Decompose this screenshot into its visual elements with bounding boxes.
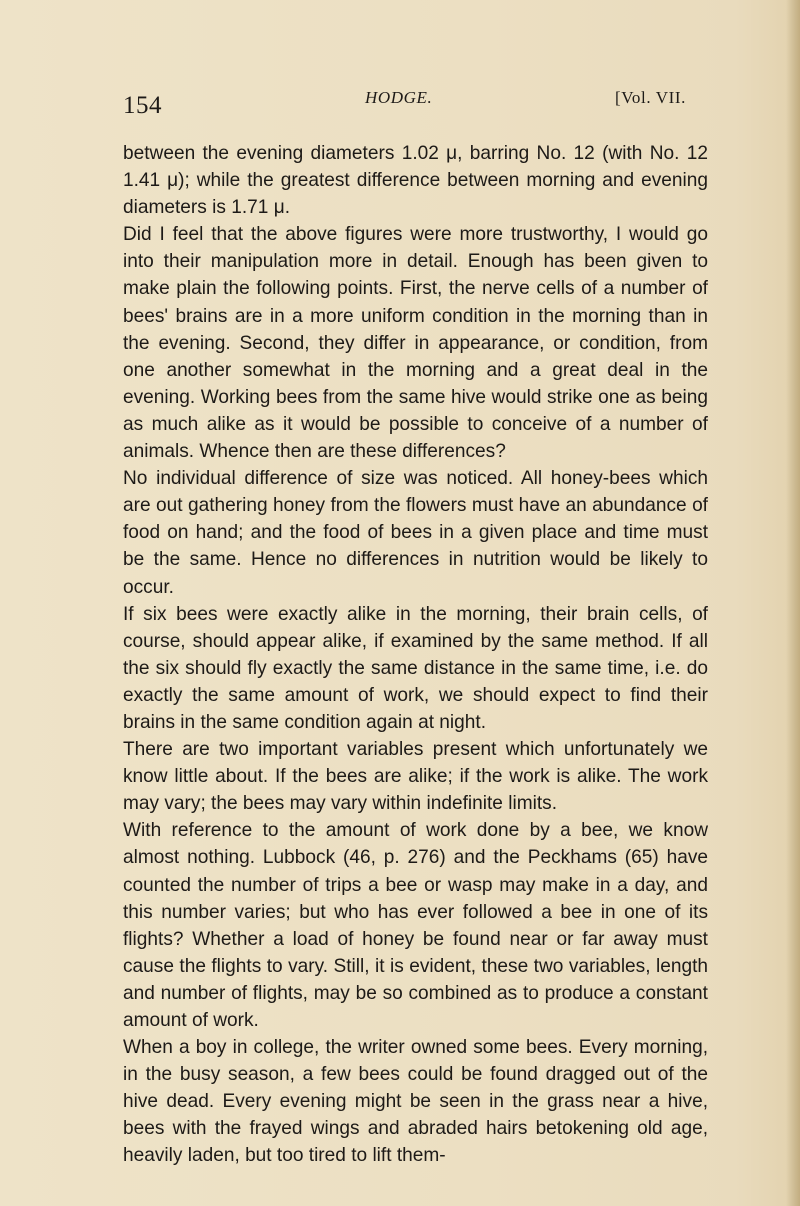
paragraph: With reference to the amount of work done by a bee, we know almost nothing. Lubbock (46, p. 276) and the Peckhams (65) have counted the number of trips a bee or wasp may make in a day, and this number varies; but who has ever followed a bee in one of its flights? Whether a load of honey be found near or far away must cause the flights to vary. Still, it is evident, these two variables, length and number of flights, may be so combined as to produce a constant amount of work. [123,820,708,1031]
body-text [123,140,708,1170]
paragraph: If six bees were exactly alike in the morning, their brain cells, of course, should appear alike, if examined by the same method. If all the six should fly exactly the same distance in the same time, i.e. do exactly the same amount of work, we should expect to find their brains in the same condition again at night. [123,603,708,733]
volume-label: [Vol. VII. [614,88,686,107]
running-head: HODGE. [365,88,433,107]
page-header [123,88,708,122]
paragraph: When a boy in college, the writer owned some bees. Every morning, in the busy season, a few bees could be found dragged out of the hive dead. Every evening might be seen in the grass near a hive, bees with the frayed wings and abraded hairs betokening old age, heavily laden, but too tired to lift them- [123,1037,708,1167]
paragraph: Did I feel that the above figures were more trustworthy, I would go into their manipulation more in detail. Enough has been given to make plain the following points. First, the nerve cells of a number of bees' brains are in a more uniform condition in the morning than in the evening. Second, they differ in appearance, or condition, from one another somewhat in the morning and a great deal in the evening. Working bees from the same hive would strike one as being as much alike as it would be possible to conceive of a number of animals. Whence then are these differences? [123,224,708,463]
paragraph: There are two important variables present which unfortunately we know little about. If the bees are alike; if the work is alike. The work may vary; the bees may vary within indefinite limits. [123,739,708,815]
page-number: 154 [123,92,162,119]
paragraph: between the evening diameters 1.02 μ, barring No. 12 (with No. 12 1.41 μ); while the greatest difference between morning and evening diameters is 1.71 μ. [123,143,708,219]
paragraph: No individual difference of size was noticed. All honey-bees which are out gathering honey from the flowers must have an abundance of food on hand; and the food of bees in a given place and time must be the same. Hence no differences in nutrition would be likely to occur. [123,468,708,598]
page-edge-shadow [786,0,800,1206]
